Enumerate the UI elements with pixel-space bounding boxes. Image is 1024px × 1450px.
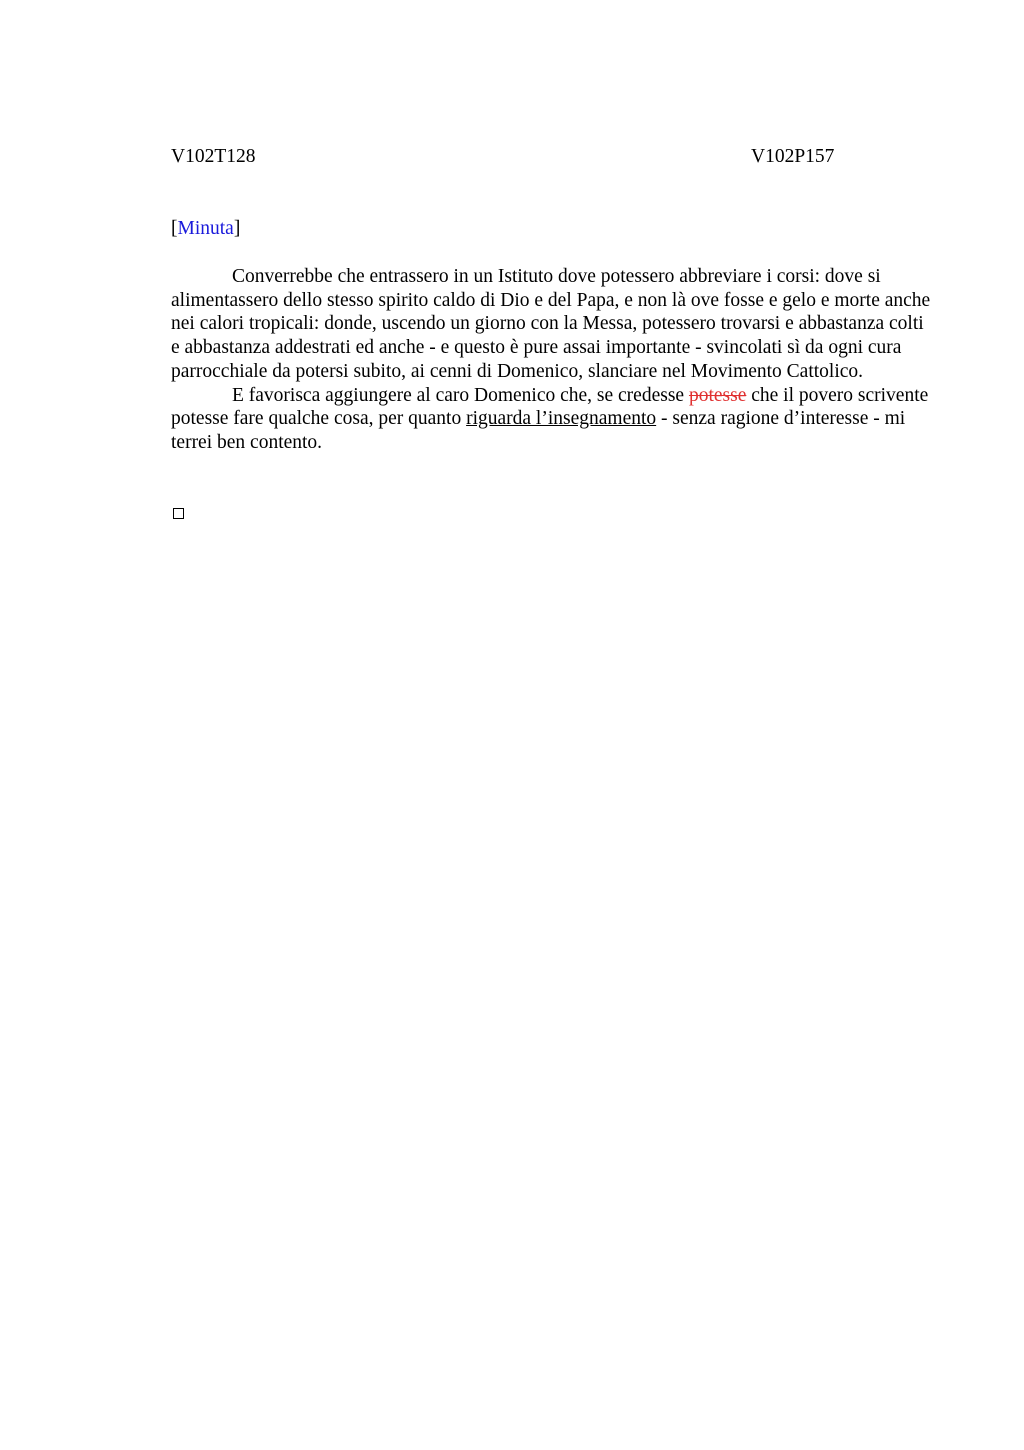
paragraph-2-text-b: che il povero scrivente potesse fare qualche cosa, per quanto <box>171 384 929 430</box>
paragraph-2-text-a: E favorisca aggiungere al caro Domenico che, se credesse <box>232 384 689 406</box>
underlined-phrase: riguarda l’insegnamento <box>466 408 657 430</box>
tag-word: Minuta <box>177 218 234 239</box>
document-page <box>171 145 931 453</box>
volume-text-code: V102T128 <box>171 146 256 167</box>
letter-body <box>171 265 931 455</box>
document-type-tag <box>171 217 240 241</box>
document-header <box>171 145 931 171</box>
paragraph-2-text-c: - senza ragione d’interesse - mi terrei ben contento. <box>171 408 906 453</box>
paragraph-1: Converrebbe che entrassero in un Istituto dove potessero abbreviare i corsi: dove si alimentassero dello stesso spirito caldo di Dio e del Papa, e non là ove fosse e gelo e morte anche nei calori tropicali: donde, uscendo un giorno con la Messa, potessero trovarsi e abbastanza colti e abbastanza addestrati ed anche - e questo è pure assai importante - svincolati sì da ogni cura parrocchiale da potersi subito, ai cenni di Domenico, slanciare nel Movimento Cattolico. <box>171 266 931 382</box>
tag-close-bracket: ] <box>233 218 241 239</box>
paragraph-2 <box>171 384 931 455</box>
tag-open-bracket: [ <box>171 218 178 239</box>
volume-page-code: V102P157 <box>751 146 835 167</box>
square-outline-icon <box>173 508 184 519</box>
deleted-word: potesse <box>688 384 747 406</box>
